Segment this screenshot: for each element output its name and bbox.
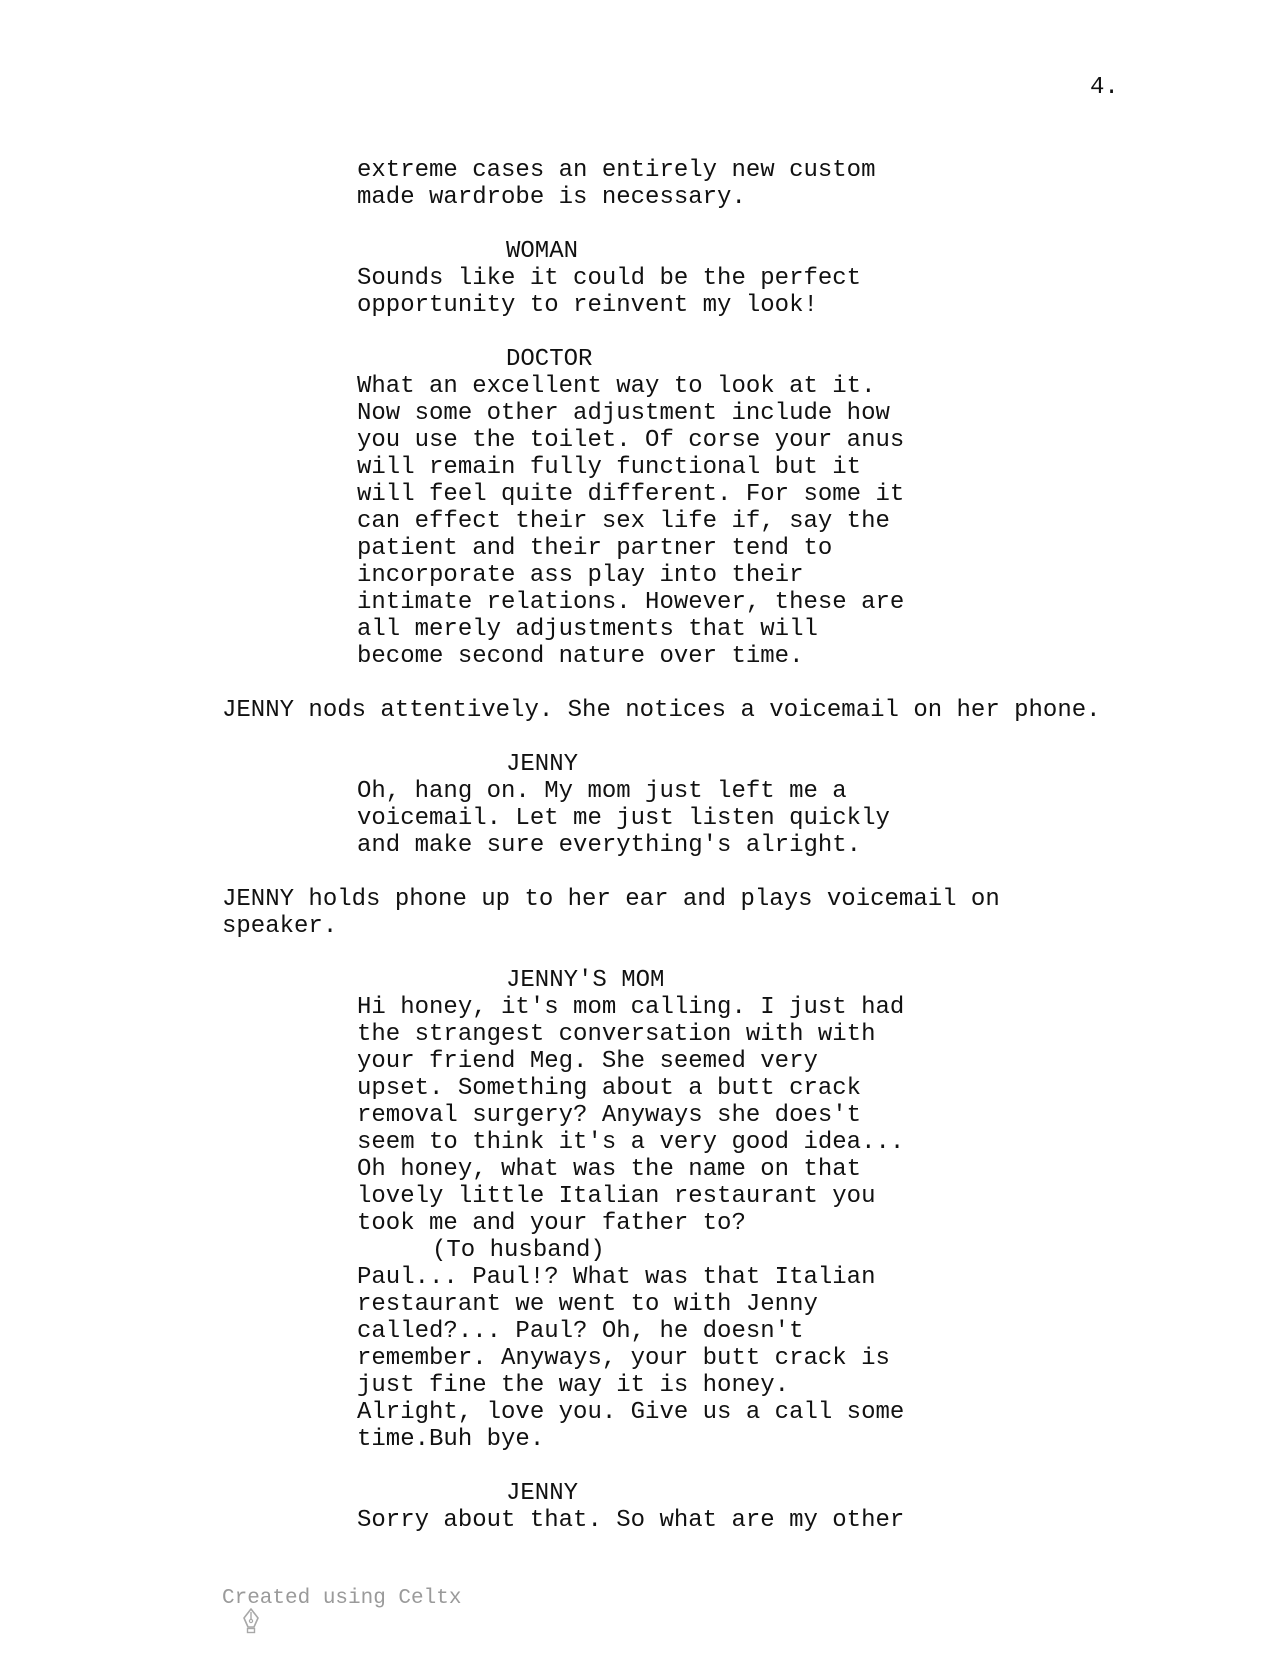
- line-spacer: [0, 319, 1275, 346]
- dialogue-line: What an excellent way to look at it.: [357, 373, 876, 400]
- dialogue-line: upset. Something about a butt crack: [357, 1075, 862, 1102]
- dialogue-line: Oh honey, what was the name on that: [357, 1156, 862, 1183]
- dialogue-line: incorporate ass play into their: [357, 562, 804, 589]
- dialogue-line: voicemail. Let me just listen quickly: [357, 805, 890, 832]
- action-line: JENNY holds phone up to her ear and plays voicemail on: [222, 886, 1000, 913]
- page-number: 4.: [1090, 74, 1119, 101]
- dialogue-line: all merely adjustments that will: [357, 616, 818, 643]
- dialogue-line: called?... Paul? Oh, he doesn't: [357, 1318, 804, 1345]
- line-spacer: [0, 940, 1275, 967]
- dialogue-line: just fine the way it is honey.: [357, 1372, 790, 1399]
- dialogue-line: opportunity to reinvent my look!: [357, 292, 818, 319]
- pen-nib-icon: [192, 1585, 210, 1611]
- dialogue-line: and make sure everything's alright.: [357, 832, 862, 859]
- character-line: JENNY: [506, 751, 579, 778]
- character-line: WOMAN: [506, 238, 579, 265]
- action-line: JENNY nods attentively. She notices a voicemail on her phone.: [222, 697, 1101, 724]
- dialogue-line: took me and your father to?: [357, 1210, 746, 1237]
- dialogue-line: removal surgery? Anyways she does't: [357, 1102, 862, 1129]
- action-line: speaker.: [222, 913, 338, 940]
- line-spacer: [0, 859, 1275, 886]
- line-spacer: [0, 211, 1275, 238]
- dialogue-line: lovely little Italian restaurant you: [357, 1183, 876, 1210]
- character-line: DOCTOR: [506, 346, 593, 373]
- dialogue-line: intimate relations. However, these are: [357, 589, 905, 616]
- paren-line: (To husband): [432, 1237, 605, 1264]
- dialogue-line: extreme cases an entirely new custom: [357, 157, 876, 184]
- dialogue-line: time.Buh bye.: [357, 1426, 545, 1453]
- dialogue-line: your friend Meg. She seemed very: [357, 1048, 818, 1075]
- dialogue-line: patient and their partner tend to: [357, 535, 833, 562]
- dialogue-line: remember. Anyways, your butt crack is: [357, 1345, 890, 1372]
- dialogue-line: made wardrobe is necessary.: [357, 184, 746, 211]
- dialogue-line: Hi honey, it's mom calling. I just had: [357, 994, 905, 1021]
- footer: [192, 1583, 461, 1613]
- line-spacer: [0, 1453, 1275, 1480]
- dialogue-line: become second nature over time.: [357, 643, 804, 670]
- dialogue-line: Alright, love you. Give us a call some: [357, 1399, 905, 1426]
- dialogue-line: Sorry about that. So what are my other: [357, 1507, 905, 1534]
- dialogue-line: will remain fully functional but it: [357, 454, 862, 481]
- footer-text: Created using Celtx: [222, 1586, 462, 1610]
- line-spacer: [0, 724, 1275, 751]
- dialogue-line: seem to think it's a very good idea...: [357, 1129, 905, 1156]
- dialogue-line: Now some other adjustment include how: [357, 400, 890, 427]
- dialogue-line: will feel quite different. For some it: [357, 481, 905, 508]
- dialogue-line: Paul... Paul!? What was that Italian: [357, 1264, 876, 1291]
- dialogue-line: Oh, hang on. My mom just left me a: [357, 778, 847, 805]
- character-line: JENNY'S MOM: [506, 967, 665, 994]
- character-line: JENNY: [506, 1480, 579, 1507]
- dialogue-line: the strangest conversation with with: [357, 1021, 876, 1048]
- screenplay-body: [0, 157, 1275, 1534]
- dialogue-line: you use the toilet. Of corse your anus: [357, 427, 905, 454]
- dialogue-line: can effect their sex life if, say the: [357, 508, 890, 535]
- line-spacer: [0, 670, 1275, 697]
- dialogue-line: restaurant we went to with Jenny: [357, 1291, 818, 1318]
- dialogue-line: Sounds like it could be the perfect: [357, 265, 862, 292]
